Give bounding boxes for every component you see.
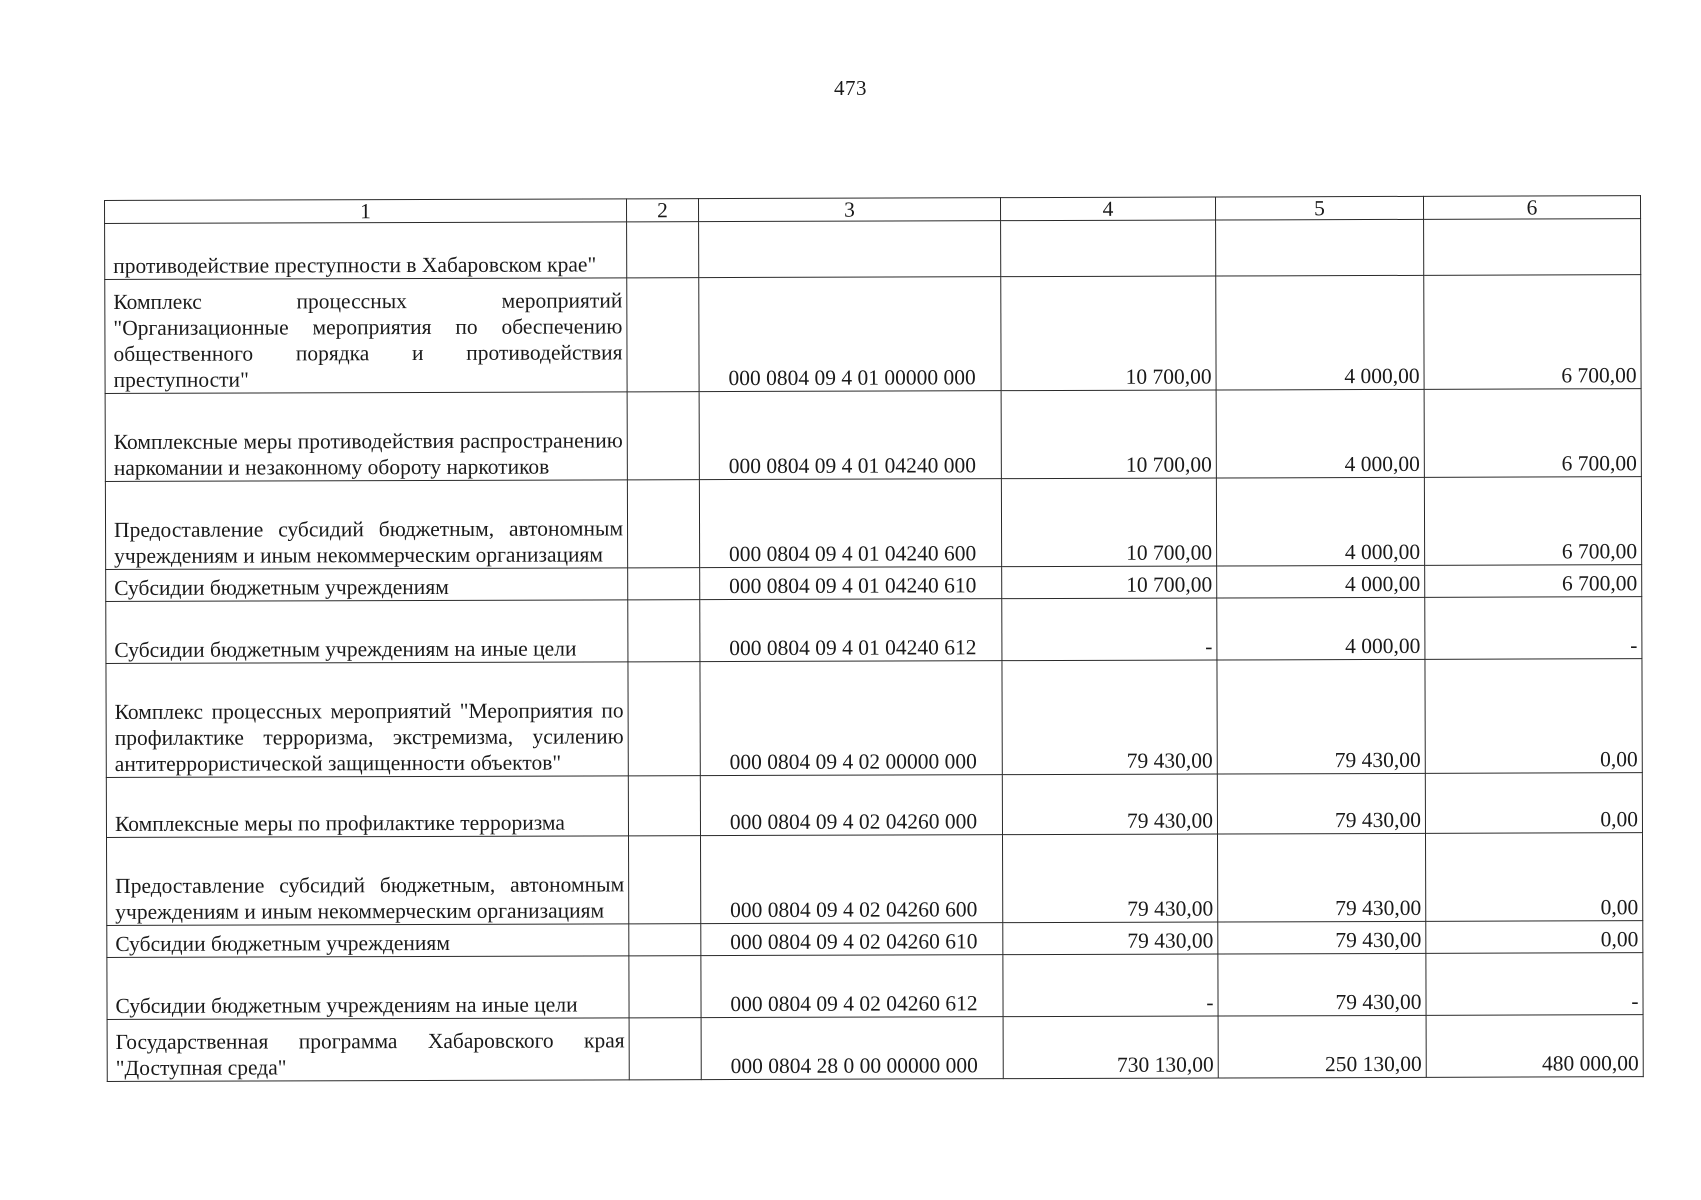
row-value-col4: 10 700,00 — [1002, 566, 1217, 599]
row-col2-cell — [628, 662, 700, 776]
row-value-col5: 79 430,00 — [1218, 921, 1426, 954]
row-value-col5: 79 430,00 — [1217, 773, 1425, 834]
row-value-col5: 250 130,00 — [1218, 1015, 1426, 1078]
row-name-cell: Предоставление субсидий бюджетным, автономным учреждениям и иным некоммерческим организациям — [105, 480, 627, 570]
row-value-col5: 4 000,00 — [1216, 389, 1424, 478]
row-code-cell: 000 0804 28 0 00 00000 000 — [701, 1017, 1003, 1080]
row-col2-cell — [627, 222, 699, 278]
row-value-col4: 10 700,00 — [1001, 478, 1216, 567]
row-name-cell: Субсидии бюджетным учреждениям — [106, 568, 628, 602]
row-code-cell: 000 0804 09 4 02 04260 000 — [700, 775, 1002, 836]
row-value-col6: 480 000,00 — [1426, 1015, 1643, 1078]
row-value-col5 — [1216, 219, 1424, 276]
row-code-cell: 000 0804 09 4 01 04240 612 — [700, 599, 1002, 662]
row-code-cell: 000 0804 09 4 01 00000 000 — [699, 277, 1001, 392]
table-row — [105, 219, 1641, 280]
row-value-col4 — [1001, 220, 1216, 277]
row-value-col5: 4 000,00 — [1217, 565, 1425, 598]
row-col2-cell — [629, 1018, 701, 1080]
table-row — [105, 389, 1641, 482]
row-name-cell: Государственная программа Хабаровского края "Доступная среда" — [107, 1018, 629, 1082]
row-value-col4: 730 130,00 — [1003, 1016, 1218, 1079]
table-row — [106, 597, 1642, 664]
row-value-col5: 79 430,00 — [1217, 833, 1425, 922]
row-value-col4: 10 700,00 — [1001, 390, 1216, 479]
row-name-cell: Комплекс процессных мероприятий "Мероприятия по профилактике терроризма, экстремизма, усилению антитеррористической защищенности объектов" — [106, 662, 628, 778]
row-value-col6: 6 700,00 — [1424, 389, 1641, 478]
column-header: 1 — [105, 199, 627, 224]
column-header: 3 — [698, 198, 1000, 222]
row-code-cell: 000 0804 09 4 01 04240 610 — [700, 567, 1002, 600]
row-value-col5: 79 430,00 — [1217, 659, 1425, 774]
column-header: 4 — [1000, 197, 1215, 221]
row-value-col6: 6 700,00 — [1424, 477, 1641, 566]
row-value-col4: 79 430,00 — [1002, 660, 1217, 775]
row-value-col6: 0,00 — [1425, 659, 1642, 774]
row-col2-cell — [629, 924, 701, 956]
column-header: 2 — [626, 199, 698, 222]
row-name-cell: Субсидии бюджетным учреждениям на иные цели — [106, 600, 628, 664]
row-value-col5: 79 430,00 — [1218, 953, 1426, 1016]
row-value-col5: 4 000,00 — [1217, 597, 1425, 660]
table-row — [106, 659, 1642, 778]
row-value-col4: - — [1003, 954, 1218, 1017]
page-number: 473 — [834, 76, 867, 100]
row-value-col6: 0,00 — [1425, 773, 1642, 834]
row-col2-cell — [629, 956, 701, 1018]
row-col2-cell — [628, 600, 700, 662]
row-col2-cell — [628, 776, 700, 836]
row-name-cell: Предоставление субсидий бюджетным, автономным учреждениям и иным некоммерческим организациям — [107, 836, 629, 926]
row-code-cell: 000 0804 09 4 01 04240 000 — [699, 391, 1001, 480]
row-value-col6: 0,00 — [1425, 833, 1642, 922]
table-row — [105, 477, 1641, 570]
row-code-cell — [699, 221, 1001, 278]
row-name-cell: Комплексные меры по профилактике терроризма — [106, 776, 628, 838]
row-name-cell: Субсидии бюджетным учреждениям на иные цели — [107, 956, 629, 1020]
row-value-col4: 10 700,00 — [1001, 276, 1216, 391]
row-value-col5: 4 000,00 — [1216, 477, 1424, 566]
row-value-col6 — [1424, 219, 1641, 276]
row-value-col6: 0,00 — [1426, 921, 1643, 954]
row-col2-cell — [627, 392, 699, 480]
row-col2-cell — [629, 836, 701, 924]
row-name-cell: Комплекс процессных мероприятий "Организационные мероприятия по обеспечению общественного порядка и противодействия преступности" — [105, 278, 627, 394]
row-value-col4: 79 430,00 — [1003, 922, 1218, 955]
row-name-cell: противодействие преступности в Хабаровском крае" — [105, 222, 627, 280]
row-value-col6: - — [1426, 953, 1643, 1016]
table-row — [106, 565, 1642, 602]
row-value-col4: 79 430,00 — [1002, 834, 1217, 923]
row-col2-cell — [627, 480, 699, 568]
budget-table-container — [104, 195, 1643, 1082]
row-col2-cell — [627, 278, 699, 392]
table-row — [107, 1015, 1643, 1082]
row-name-cell: Комплексные меры противодействия распространению наркомании и незаконному обороту наркотиков — [105, 392, 627, 482]
row-value-col5: 4 000,00 — [1216, 275, 1424, 390]
table-row — [107, 921, 1643, 958]
row-value-col4: - — [1002, 598, 1217, 661]
table-row — [105, 275, 1641, 394]
row-value-col6: 6 700,00 — [1425, 565, 1642, 598]
column-header: 5 — [1215, 196, 1423, 220]
table-row — [107, 833, 1643, 926]
row-code-cell: 000 0804 09 4 02 00000 000 — [700, 661, 1002, 776]
row-value-col4: 79 430,00 — [1002, 774, 1217, 835]
table-row — [106, 773, 1642, 838]
row-code-cell: 000 0804 09 4 02 04260 600 — [700, 835, 1002, 924]
row-code-cell: 000 0804 09 4 02 04260 612 — [701, 955, 1003, 1018]
row-value-col6: - — [1425, 597, 1642, 660]
row-col2-cell — [628, 568, 700, 600]
table-row — [107, 953, 1643, 1020]
budget-table — [104, 195, 1644, 1082]
row-value-col6: 6 700,00 — [1424, 275, 1641, 390]
row-code-cell: 000 0804 09 4 01 04240 600 — [699, 479, 1001, 568]
row-code-cell: 000 0804 09 4 02 04260 610 — [701, 923, 1003, 956]
row-name-cell: Субсидии бюджетным учреждениям — [107, 924, 629, 958]
column-header: 6 — [1423, 196, 1640, 220]
